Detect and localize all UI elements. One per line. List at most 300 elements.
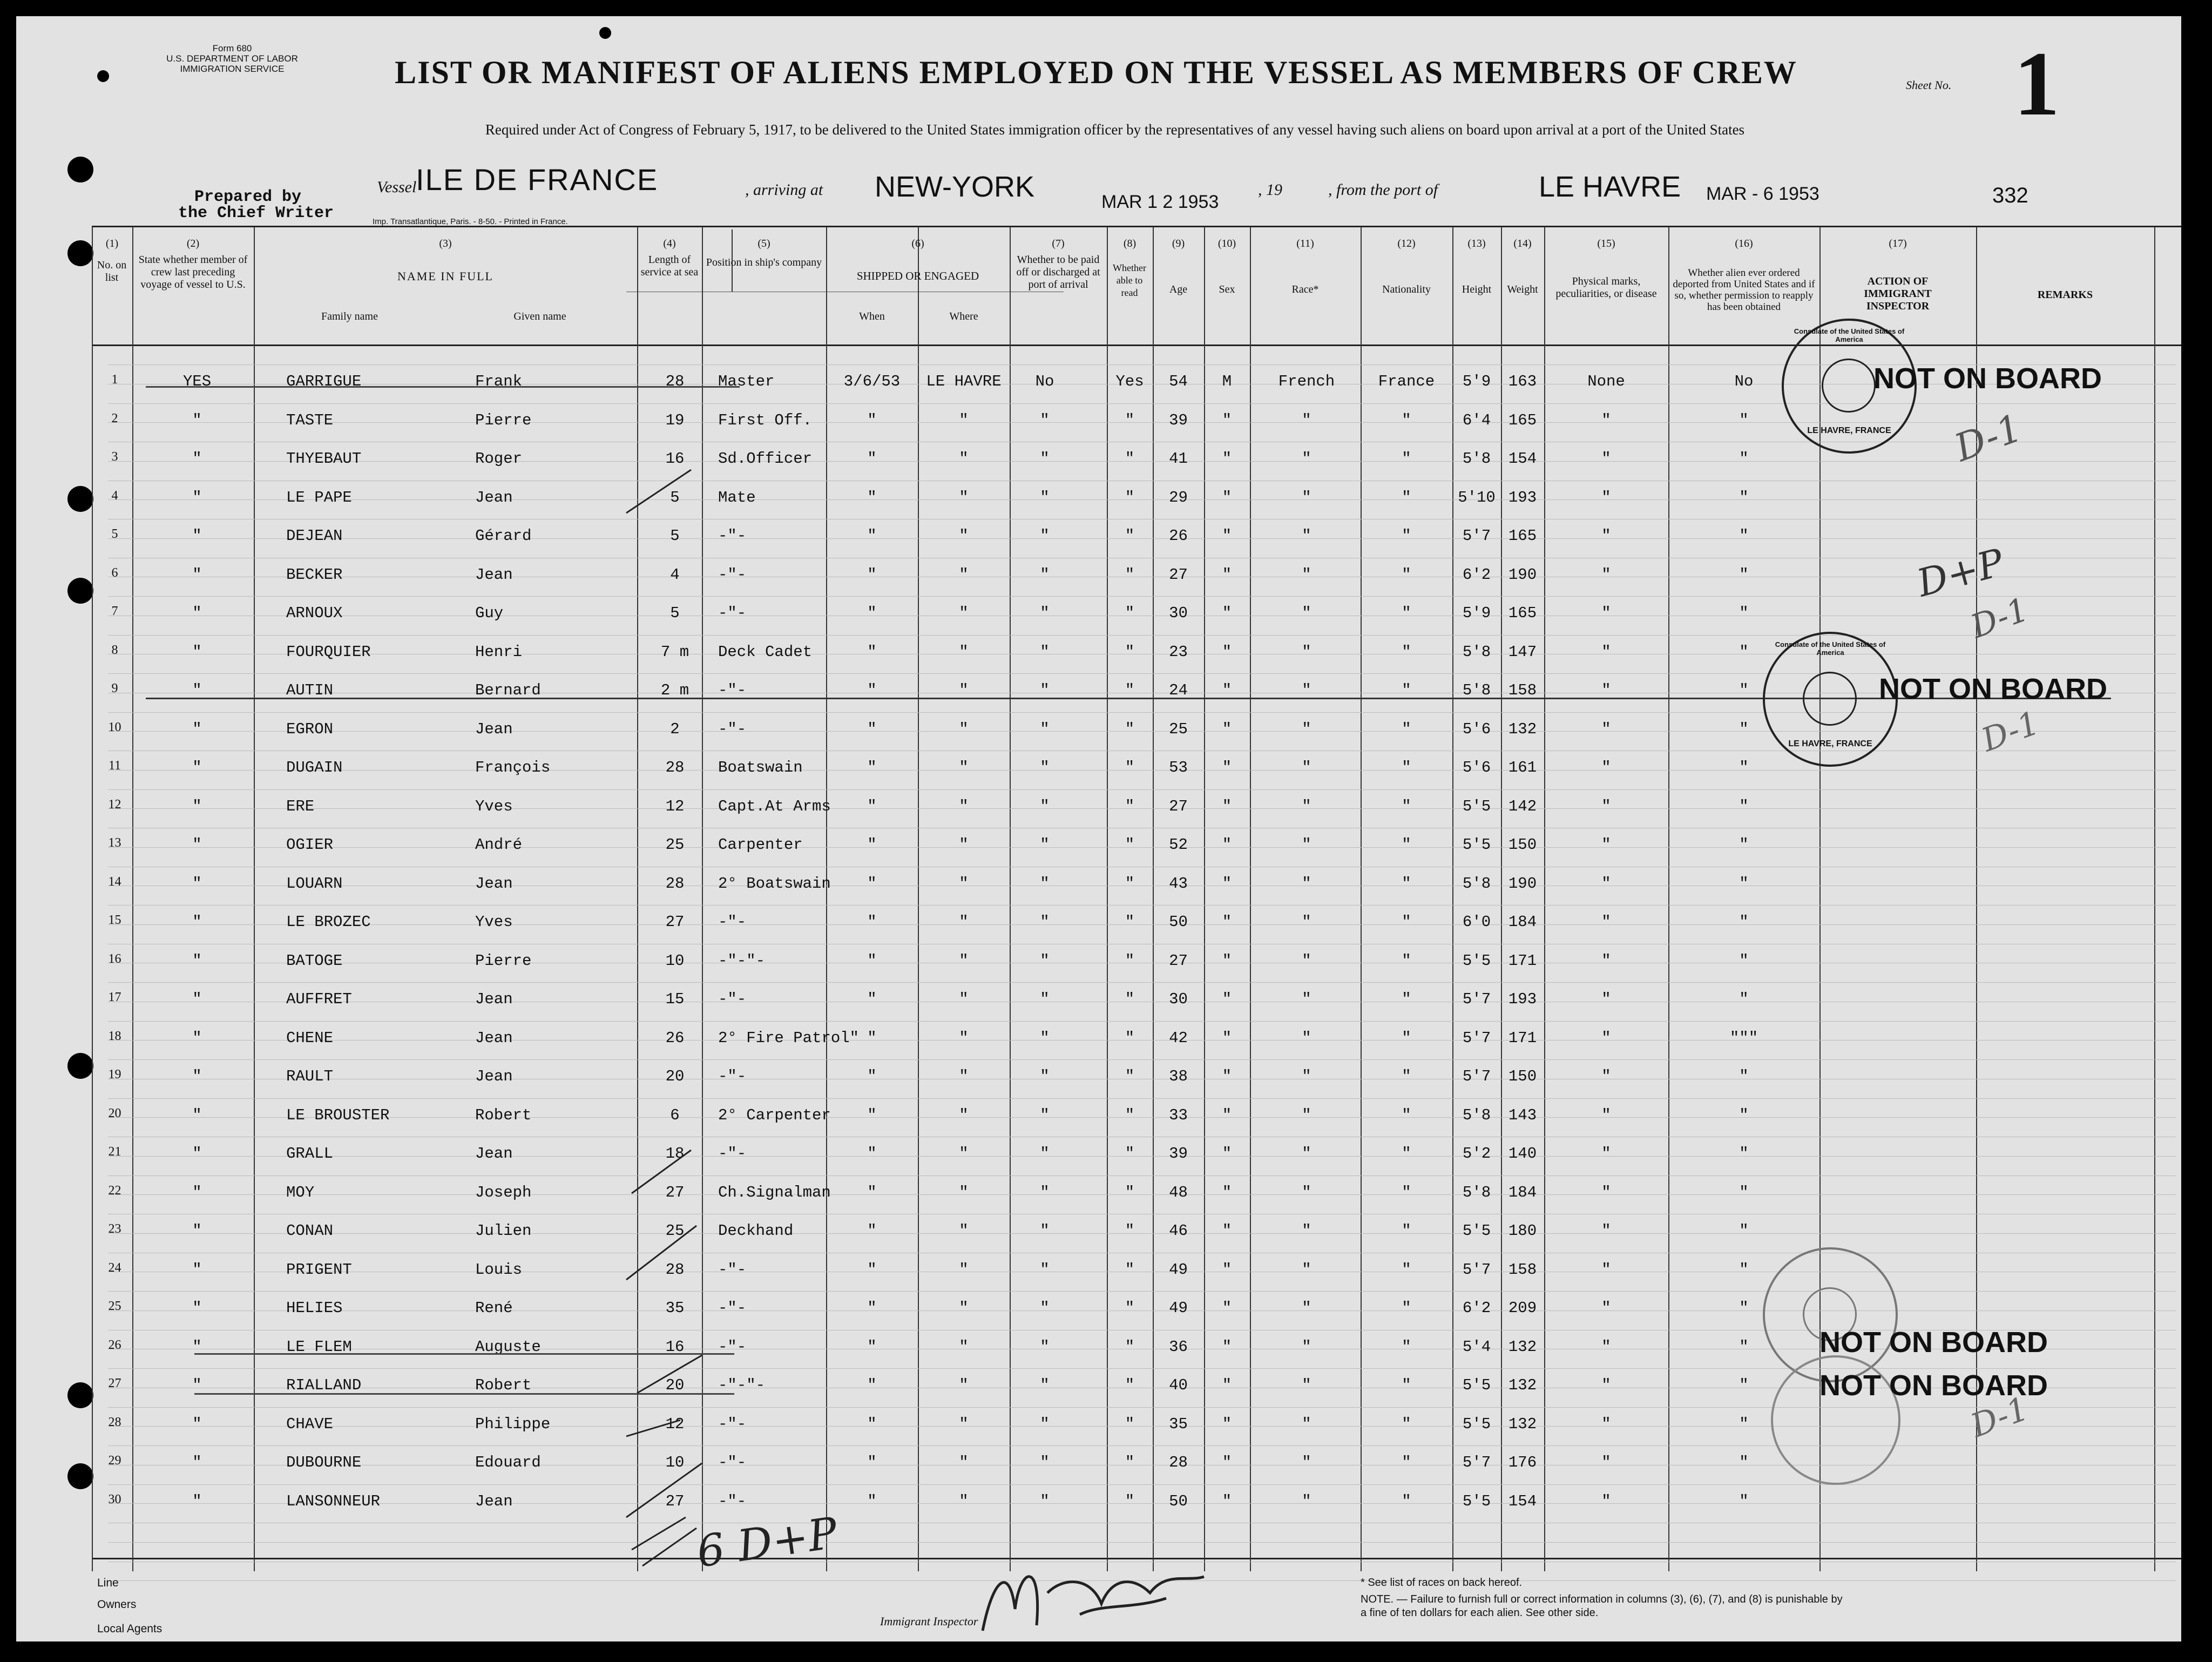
physical-marks-cell: "	[1601, 990, 1611, 1008]
crew-status-cell: "	[192, 759, 202, 776]
row-number-cell: 18	[108, 1029, 121, 1043]
age-cell: 28	[1169, 1454, 1188, 1471]
note-text: — Failure to furnish full or correct information in columns (3), (6), (7), and (8) is punishable by a fine of ten dollars for each alien. See other side.	[1361, 1593, 1843, 1619]
given-name-cell: René	[475, 1299, 513, 1317]
race-cell: "	[1302, 951, 1311, 970]
position-cell: Ch.Signalman	[718, 1183, 831, 1201]
height-cell: 5'5	[1462, 1415, 1491, 1433]
header-no-on-list: No. on list	[97, 259, 127, 283]
deported-status-cell: "	[1739, 643, 1749, 661]
service-length-cell: 18	[665, 1145, 685, 1163]
shipped-where-cell: "	[959, 1454, 969, 1471]
position-cell: Master	[718, 373, 775, 390]
row-number-cell: 17	[108, 990, 121, 1004]
able-read-cell: "	[1125, 450, 1135, 468]
nationality-cell: "	[1402, 1299, 1411, 1317]
header-name-in-full: NAME IN FULL	[397, 269, 493, 283]
shipped-when-cell: "	[867, 1145, 877, 1163]
position-cell: -"-	[718, 913, 747, 931]
crew-status-cell: "	[192, 990, 202, 1008]
service-length-cell: 6	[670, 1106, 680, 1124]
race-cell: "	[1302, 720, 1311, 738]
height-cell: 5'6	[1462, 720, 1491, 738]
age-cell: 38	[1169, 1068, 1188, 1085]
sex-cell: "	[1222, 488, 1232, 506]
column-number: (8)	[1123, 238, 1137, 249]
header-height: Height	[1462, 283, 1492, 295]
row-number-cell: 21	[108, 1145, 121, 1159]
sex-cell: "	[1222, 450, 1232, 468]
service-length-cell: 19	[665, 411, 685, 429]
able-read-cell: "	[1125, 1376, 1135, 1394]
given-name-cell: Yves	[475, 797, 513, 815]
header-weight: Weight	[1507, 283, 1538, 295]
given-name-cell: Gérard	[475, 527, 532, 545]
shipped-when-cell: "	[867, 836, 877, 854]
height-cell: 5'7	[1462, 990, 1491, 1008]
deported-status-cell: "	[1739, 1299, 1749, 1317]
sex-cell: "	[1222, 990, 1232, 1008]
shipped-where-cell: "	[959, 797, 969, 815]
row-number-cell: 28	[108, 1415, 121, 1429]
race-cell: "	[1302, 1222, 1311, 1240]
weight-cell: 150	[1508, 1068, 1537, 1085]
deported-status-cell: "	[1739, 411, 1749, 429]
row-number-cell: 14	[108, 874, 121, 889]
deported-status-cell: "	[1739, 836, 1749, 854]
shipped-where-cell: "	[959, 1415, 969, 1433]
age-cell: 27	[1169, 797, 1188, 815]
physical-marks-cell: "	[1601, 1415, 1611, 1433]
able-read-cell: "	[1125, 643, 1135, 661]
given-name-cell: Edouard	[475, 1454, 541, 1471]
race-cell: French	[1278, 373, 1335, 390]
row-number-cell: 29	[108, 1454, 121, 1468]
physical-marks-cell: "	[1601, 604, 1611, 622]
position-cell: Carpenter	[718, 836, 803, 854]
deported-status-cell: "	[1739, 874, 1749, 893]
shipped-where-cell: "	[959, 1222, 969, 1240]
physical-marks-cell: "	[1601, 1145, 1611, 1163]
sex-cell: "	[1222, 1260, 1232, 1279]
family-name-cell: CHENE	[286, 1029, 334, 1047]
position-cell: -"-	[718, 1068, 747, 1085]
sex-cell: "	[1222, 951, 1232, 970]
shipped-when-cell: "	[867, 990, 877, 1008]
family-name-cell: LE PAPE	[286, 488, 352, 506]
nationality-cell: "	[1402, 527, 1411, 545]
service-length-cell: 2 m	[660, 681, 689, 699]
height-cell: 5'10	[1458, 488, 1496, 506]
age-cell: 40	[1169, 1376, 1188, 1394]
deported-status-cell: "	[1739, 1145, 1749, 1163]
manifest-title: LIST OR MANIFEST OF ALIENS EMPLOYED ON THE VESSEL AS MEMBERS OF CREW	[395, 55, 1797, 90]
weight-cell: 147	[1508, 643, 1537, 661]
family-name-cell: BECKER	[286, 565, 343, 584]
crew-status-cell: "	[192, 1299, 202, 1317]
vessel-label: Vessel	[377, 178, 417, 196]
sex-cell: "	[1222, 411, 1232, 429]
given-name-cell: Jean	[475, 488, 513, 506]
shipped-where-cell: "	[959, 1492, 969, 1510]
handwritten-note: D-1	[1966, 590, 2034, 646]
shipped-where-cell: "	[959, 488, 969, 506]
shipped-where-cell: "	[959, 874, 969, 893]
shipped-when-cell: "	[867, 565, 877, 584]
handwritten-note: D+P	[1912, 540, 2008, 606]
shipped-where-cell: "	[959, 681, 969, 699]
shipped-when-cell: "	[867, 1299, 877, 1317]
shipped-when-cell: "	[867, 1183, 877, 1201]
row-number-cell: 4	[111, 488, 118, 503]
age-cell: 52	[1169, 836, 1188, 854]
subtitle: Required under Act of Congress of February 5, 1917, to be delivered to the United States immigration officer by the representatives of any vessel having such aliens on board upon arrival at a port of the United States	[485, 121, 1745, 138]
position-cell: -"-	[718, 1337, 747, 1356]
weight-cell: 180	[1508, 1222, 1537, 1240]
deported-status-cell: "	[1739, 759, 1749, 776]
row-number-cell: 24	[108, 1260, 121, 1275]
column-number: (1)	[105, 238, 119, 249]
age-cell: 46	[1169, 1222, 1188, 1240]
height-cell: 5'9	[1462, 373, 1491, 390]
column-number: (3)	[439, 238, 452, 249]
deported-status-cell: "	[1739, 1183, 1749, 1201]
service-length-cell: 27	[665, 1492, 685, 1510]
height-cell: 5'5	[1462, 1222, 1491, 1240]
table-row	[16, 1057, 2181, 1095]
shipped-when-cell: "	[867, 604, 877, 622]
deported-status-cell: "	[1739, 990, 1749, 1008]
table-row	[16, 1134, 2181, 1172]
position-cell: -"-	[718, 565, 747, 584]
crew-status-cell: "	[192, 488, 202, 506]
physical-marks-cell: "	[1601, 951, 1611, 970]
height-cell: 5'5	[1462, 1376, 1491, 1394]
position-cell: -"-"-	[718, 1376, 766, 1394]
race-cell: "	[1302, 1106, 1311, 1124]
service-length-cell: 28	[665, 1260, 685, 1279]
service-length-cell: 28	[665, 759, 685, 776]
table-row	[16, 1096, 2181, 1133]
shipped-when-cell: "	[867, 874, 877, 893]
stamp-city: LE HAVRE, FRANCE	[1788, 739, 1872, 748]
service-length-cell: 2	[670, 720, 680, 738]
column-number: (2)	[186, 238, 200, 249]
nationality-cell: "	[1402, 681, 1411, 699]
physical-marks-cell: "	[1601, 681, 1611, 699]
header-deported: Whether alien ever ordered deported from United States and if so, whether permission to reapply has been obtained	[1673, 267, 1815, 313]
position-cell: 2° Boatswain	[718, 874, 831, 893]
table-row	[16, 825, 2181, 863]
able-read-cell: "	[1125, 797, 1135, 815]
race-cell: "	[1302, 1029, 1311, 1047]
height-cell: 5'8	[1462, 1183, 1491, 1201]
punch-hole	[97, 70, 109, 82]
age-cell: 49	[1169, 1299, 1188, 1317]
handwritten-note: D-1	[1977, 704, 2045, 760]
deported-status-cell: "	[1739, 604, 1749, 622]
physical-marks-cell: "	[1601, 1029, 1611, 1047]
able-read-cell: "	[1125, 951, 1135, 970]
deported-status-cell: "	[1739, 951, 1749, 970]
physical-marks-cell: "	[1601, 643, 1611, 661]
race-cell: "	[1302, 1492, 1311, 1510]
race-cell: "	[1302, 527, 1311, 545]
deported-status-cell: "	[1739, 1337, 1749, 1356]
from-port: LE HAVRE	[1539, 171, 1681, 203]
header-paid-off: Whether to be paid off or discharged at port of arrival	[1016, 254, 1100, 290]
nationality-cell: "	[1402, 1454, 1411, 1471]
table-row	[16, 787, 2181, 825]
shipped-where-cell: "	[959, 1337, 969, 1356]
race-cell: "	[1302, 1145, 1311, 1163]
crew-status-cell: "	[192, 643, 202, 661]
header-nationality: Nationality	[1382, 283, 1431, 295]
sheet-number: 1	[2014, 33, 2060, 134]
sex-cell: "	[1222, 1337, 1232, 1356]
service-length-cell: 25	[665, 1222, 685, 1240]
given-name-cell: Guy	[475, 604, 504, 622]
shipped-when-cell: "	[867, 527, 877, 545]
given-name-cell: Pierre	[475, 411, 532, 429]
height-cell: 5'7	[1462, 1068, 1491, 1085]
paid-off-cell: "	[1040, 1260, 1050, 1279]
position-cell: -"-"-	[718, 951, 766, 970]
able-read-cell: "	[1125, 1183, 1135, 1201]
family-name-cell: LOUARN	[286, 874, 343, 893]
sheet-label: Sheet No.	[1906, 78, 1952, 92]
crew-status-cell: "	[192, 1029, 202, 1047]
given-name-cell: Roger	[475, 450, 523, 468]
nationality-cell: "	[1402, 643, 1411, 661]
sex-cell: "	[1222, 759, 1232, 776]
table-row	[16, 1482, 2181, 1519]
shipped-when-cell: "	[867, 1376, 877, 1394]
header-given-name: Given name	[513, 310, 566, 322]
physical-marks-cell: "	[1601, 797, 1611, 815]
shipped-when-cell: "	[867, 720, 877, 738]
height-cell: 5'2	[1462, 1145, 1491, 1163]
departure-date: MAR - 6 1953	[1706, 184, 1819, 204]
family-name-cell: THYEBAUT	[286, 450, 362, 468]
height-cell: 5'8	[1462, 681, 1491, 699]
vessel-name: ILE DE FRANCE	[416, 163, 659, 197]
family-name-cell: PRIGENT	[286, 1260, 352, 1279]
age-cell: 29	[1169, 488, 1188, 506]
height-cell: 5'4	[1462, 1337, 1491, 1356]
shipped-when-cell: "	[867, 1260, 877, 1279]
physical-marks-cell: "	[1601, 1337, 1611, 1356]
sex-cell: "	[1222, 1492, 1232, 1510]
physical-marks-cell: "	[1601, 1260, 1611, 1279]
sex-cell: "	[1222, 836, 1232, 854]
age-cell: 30	[1169, 604, 1188, 622]
column-number: (16)	[1735, 238, 1753, 249]
sex-cell: "	[1222, 1029, 1232, 1047]
crew-status-cell: "	[192, 1454, 202, 1471]
eagle-seal-icon	[1822, 359, 1876, 413]
paid-off-cell: "	[1040, 488, 1050, 506]
header-family-name: Family name	[321, 310, 378, 322]
race-cell: "	[1302, 759, 1311, 776]
service-length-cell: 10	[665, 951, 685, 970]
given-name-cell: Jean	[475, 874, 513, 893]
nationality-cell: "	[1402, 1106, 1411, 1124]
weight-cell: 193	[1508, 488, 1537, 506]
crew-status-cell: "	[192, 1376, 202, 1394]
sex-cell: M	[1222, 373, 1232, 390]
position-cell: -"-	[718, 1145, 747, 1163]
weight-cell: 190	[1508, 565, 1537, 584]
height-cell: 5'7	[1462, 1029, 1491, 1047]
race-cell: "	[1302, 1337, 1311, 1356]
given-name-cell: François	[475, 759, 551, 776]
position-cell: -"-	[718, 1260, 747, 1279]
age-cell: 39	[1169, 1145, 1188, 1163]
service-length-cell: 27	[665, 913, 685, 931]
shipped-when-cell: "	[867, 759, 877, 776]
printer-line: Imp. Transatlantique, Paris. - 8-50. - Printed in France.	[373, 217, 568, 226]
given-name-cell: Jean	[475, 1029, 513, 1047]
family-name-cell: DUGAIN	[286, 759, 343, 776]
able-read-cell: "	[1125, 411, 1135, 429]
column-number: (9)	[1172, 238, 1185, 249]
shipped-where-cell: "	[959, 527, 969, 545]
position-cell: -"-	[718, 1299, 747, 1317]
sex-cell: "	[1222, 604, 1232, 622]
able-read-cell: "	[1125, 913, 1135, 931]
service-length-cell: 4	[670, 565, 680, 584]
crew-status-cell: "	[192, 450, 202, 468]
paid-off-cell: "	[1040, 951, 1050, 970]
nationality-cell: "	[1402, 565, 1411, 584]
manifest-page	[16, 16, 2181, 1641]
position-cell: -"-	[718, 720, 747, 738]
nationality-cell: "	[1402, 759, 1411, 776]
paid-off-cell: "	[1040, 874, 1050, 893]
family-name-cell: CHAVE	[286, 1415, 334, 1433]
shipped-when-cell: "	[867, 1415, 877, 1433]
paid-off-cell: "	[1040, 836, 1050, 854]
service-length-cell: 5	[670, 488, 680, 506]
note-label: NOTE.	[1361, 1593, 1394, 1605]
column-number: (10)	[1217, 238, 1236, 249]
header-length-service: Length of service at sea	[640, 254, 699, 278]
handwritten-tally: 6 D+P	[693, 1508, 841, 1577]
column-number: (6)	[911, 238, 924, 249]
column-number: (13)	[1467, 238, 1486, 249]
ruled-line	[108, 1542, 2176, 1543]
weight-cell: 193	[1508, 990, 1537, 1008]
not-on-board-stamp: NOT ON BOARD	[1879, 673, 2107, 705]
row-number-cell: 3	[111, 450, 118, 464]
sex-cell: "	[1222, 1145, 1232, 1163]
age-cell: 24	[1169, 681, 1188, 699]
able-read-cell: "	[1125, 1029, 1135, 1047]
nationality-cell: "	[1402, 797, 1411, 815]
table-row	[16, 593, 2181, 631]
sex-cell: "	[1222, 1068, 1232, 1085]
age-cell: 27	[1169, 565, 1188, 584]
tally-marks	[610, 351, 707, 1582]
paid-off-cell: "	[1040, 1145, 1050, 1163]
header-shipped: SHIPPED OR ENGAGED	[856, 269, 979, 282]
stamp-text: Consulate of the United States of America	[1794, 327, 1905, 343]
column-number: (7)	[1052, 238, 1065, 249]
given-name-cell: Jean	[475, 565, 513, 584]
row-number-cell: 5	[111, 527, 118, 541]
given-name-cell: Jean	[475, 720, 513, 738]
service-length-cell: 28	[665, 874, 685, 893]
nationality-cell: "	[1402, 913, 1411, 931]
race-cell: "	[1302, 681, 1311, 699]
physical-marks-cell: "	[1601, 450, 1611, 468]
paid-off-cell: "	[1040, 759, 1050, 776]
shipped-when-cell: "	[867, 1068, 877, 1085]
service-length-cell: 15	[665, 990, 685, 1008]
year-label: , 19	[1258, 181, 1282, 199]
nationality-cell: "	[1402, 488, 1411, 506]
form-info	[140, 43, 324, 74]
deported-status-cell: "	[1739, 450, 1749, 468]
age-cell: 48	[1169, 1183, 1188, 1201]
physical-marks-cell: "	[1601, 1068, 1611, 1085]
shipped-where-cell: "	[959, 913, 969, 931]
height-cell: 5'5	[1462, 836, 1491, 854]
header-able-read: Whether able to read	[1113, 262, 1146, 298]
age-cell: 25	[1169, 720, 1188, 738]
shipped-where-cell: "	[959, 836, 969, 854]
service: IMMIGRATION SERVICE	[180, 64, 285, 74]
shipped-where-cell: "	[959, 450, 969, 468]
service-length-cell: 12	[665, 797, 685, 815]
race-cell: "	[1302, 1454, 1311, 1471]
table-row	[16, 864, 2181, 902]
arriving-port: NEW-YORK	[875, 171, 1035, 203]
weight-cell: 161	[1508, 759, 1537, 776]
paid-off-cell: "	[1040, 411, 1050, 429]
arrival-date: MAR 1 2 1953	[1101, 192, 1219, 212]
family-name-cell: LE BROZEC	[286, 913, 371, 931]
arriving-label: , arriving at	[745, 181, 823, 199]
crew-status-cell: "	[192, 1145, 202, 1163]
physical-marks-cell: "	[1601, 1222, 1611, 1240]
table-row	[16, 555, 2181, 593]
able-read-cell: "	[1125, 527, 1135, 545]
row-number-cell: 30	[108, 1492, 121, 1506]
race-cell: "	[1302, 1376, 1311, 1394]
footer-line: Line	[97, 1577, 119, 1589]
family-name-cell: AUFFRET	[286, 990, 352, 1008]
age-cell: 35	[1169, 1415, 1188, 1433]
shipped-when-cell: "	[867, 1106, 877, 1124]
weight-cell: 165	[1508, 411, 1537, 429]
height-cell: 6'0	[1462, 913, 1491, 931]
physical-marks-cell: "	[1601, 411, 1611, 429]
table-row	[16, 478, 2181, 516]
service-length-cell: 28	[665, 373, 685, 390]
race-cell: "	[1302, 913, 1311, 931]
shipped-when-cell: "	[867, 643, 877, 661]
position-cell: -"-	[718, 604, 747, 622]
physical-marks-cell: "	[1601, 759, 1611, 776]
height-cell: 5'7	[1462, 1260, 1491, 1279]
paid-off-cell: No	[1035, 373, 1054, 390]
sex-cell: "	[1222, 1222, 1232, 1240]
column-number: (14)	[1513, 238, 1532, 249]
weight-cell: 163	[1508, 373, 1537, 390]
able-read-cell: "	[1125, 759, 1135, 776]
